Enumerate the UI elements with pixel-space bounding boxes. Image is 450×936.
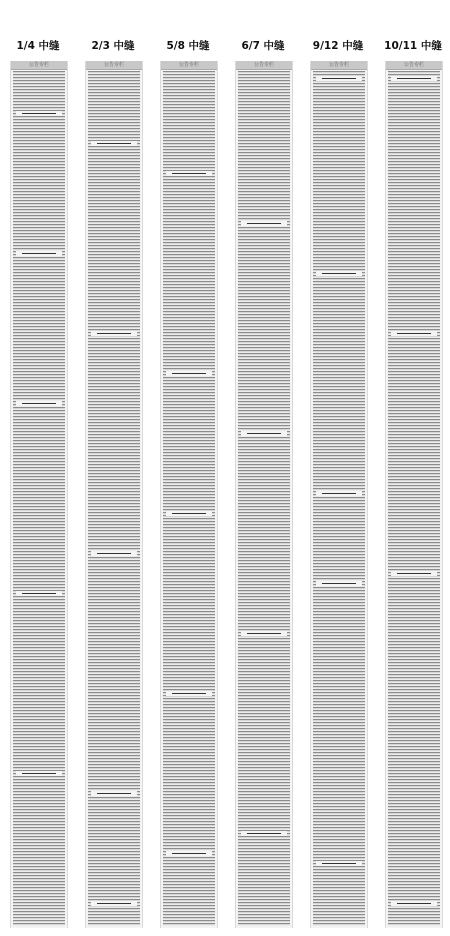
notice-strip — [235, 61, 293, 928]
section-divider — [316, 861, 362, 866]
section-divider — [316, 581, 362, 586]
section-divider — [16, 401, 62, 406]
section-divider — [166, 511, 212, 516]
column-title: 2/3 中缝 — [91, 40, 135, 52]
section-divider — [91, 791, 137, 796]
notice-banner: 公告专栏 — [311, 61, 367, 70]
gutter-column-2-3 — [83, 36, 143, 928]
section-divider — [91, 551, 137, 556]
section-divider — [316, 271, 362, 276]
notice-banner: 公告专栏 — [161, 61, 217, 70]
gutter-column-10-11 — [383, 36, 443, 928]
notice-strip — [385, 61, 443, 928]
section-divider — [166, 171, 212, 176]
notice-text-block — [313, 71, 365, 926]
notice-banner: 公告专栏 — [236, 61, 292, 70]
notice-text-block — [238, 71, 290, 926]
gutter-column-9-12 — [308, 36, 368, 928]
notice-text-block — [13, 71, 65, 926]
section-divider — [391, 331, 437, 336]
notice-text-block — [163, 71, 215, 926]
notice-banner: 公告专栏 — [11, 61, 67, 70]
gutter-column-5-8 — [158, 36, 218, 928]
section-divider — [391, 76, 437, 81]
section-divider — [91, 901, 137, 906]
notice-strip — [160, 61, 218, 928]
section-divider — [166, 691, 212, 696]
notice-text-block — [388, 71, 440, 926]
section-divider — [91, 331, 137, 336]
section-divider — [391, 901, 437, 906]
section-divider — [16, 251, 62, 256]
gutter-column-6-7 — [233, 36, 293, 928]
column-title: 5/8 中缝 — [166, 40, 210, 52]
section-divider — [16, 111, 62, 116]
section-divider — [241, 431, 287, 436]
section-divider — [16, 591, 62, 596]
section-divider — [316, 491, 362, 496]
section-divider — [316, 76, 362, 81]
section-divider — [166, 851, 212, 856]
notice-banner: 公告专栏 — [386, 61, 442, 70]
column-title: 1/4 中缝 — [16, 40, 60, 52]
section-divider — [241, 631, 287, 636]
section-divider — [166, 371, 212, 376]
column-title: 10/11 中缝 — [384, 40, 442, 52]
section-divider — [391, 571, 437, 576]
notice-banner: 公告专栏 — [86, 61, 142, 70]
notice-strip — [10, 61, 68, 928]
notice-text-block — [88, 71, 140, 926]
notice-strip — [85, 61, 143, 928]
section-divider — [91, 141, 137, 146]
section-divider — [241, 831, 287, 836]
column-title: 9/12 中缝 — [312, 40, 364, 52]
notice-strip — [310, 61, 368, 928]
gutter-column-1-4 — [8, 36, 68, 928]
section-divider — [241, 221, 287, 226]
column-title: 6/7 中缝 — [241, 40, 285, 52]
section-divider — [16, 771, 62, 776]
